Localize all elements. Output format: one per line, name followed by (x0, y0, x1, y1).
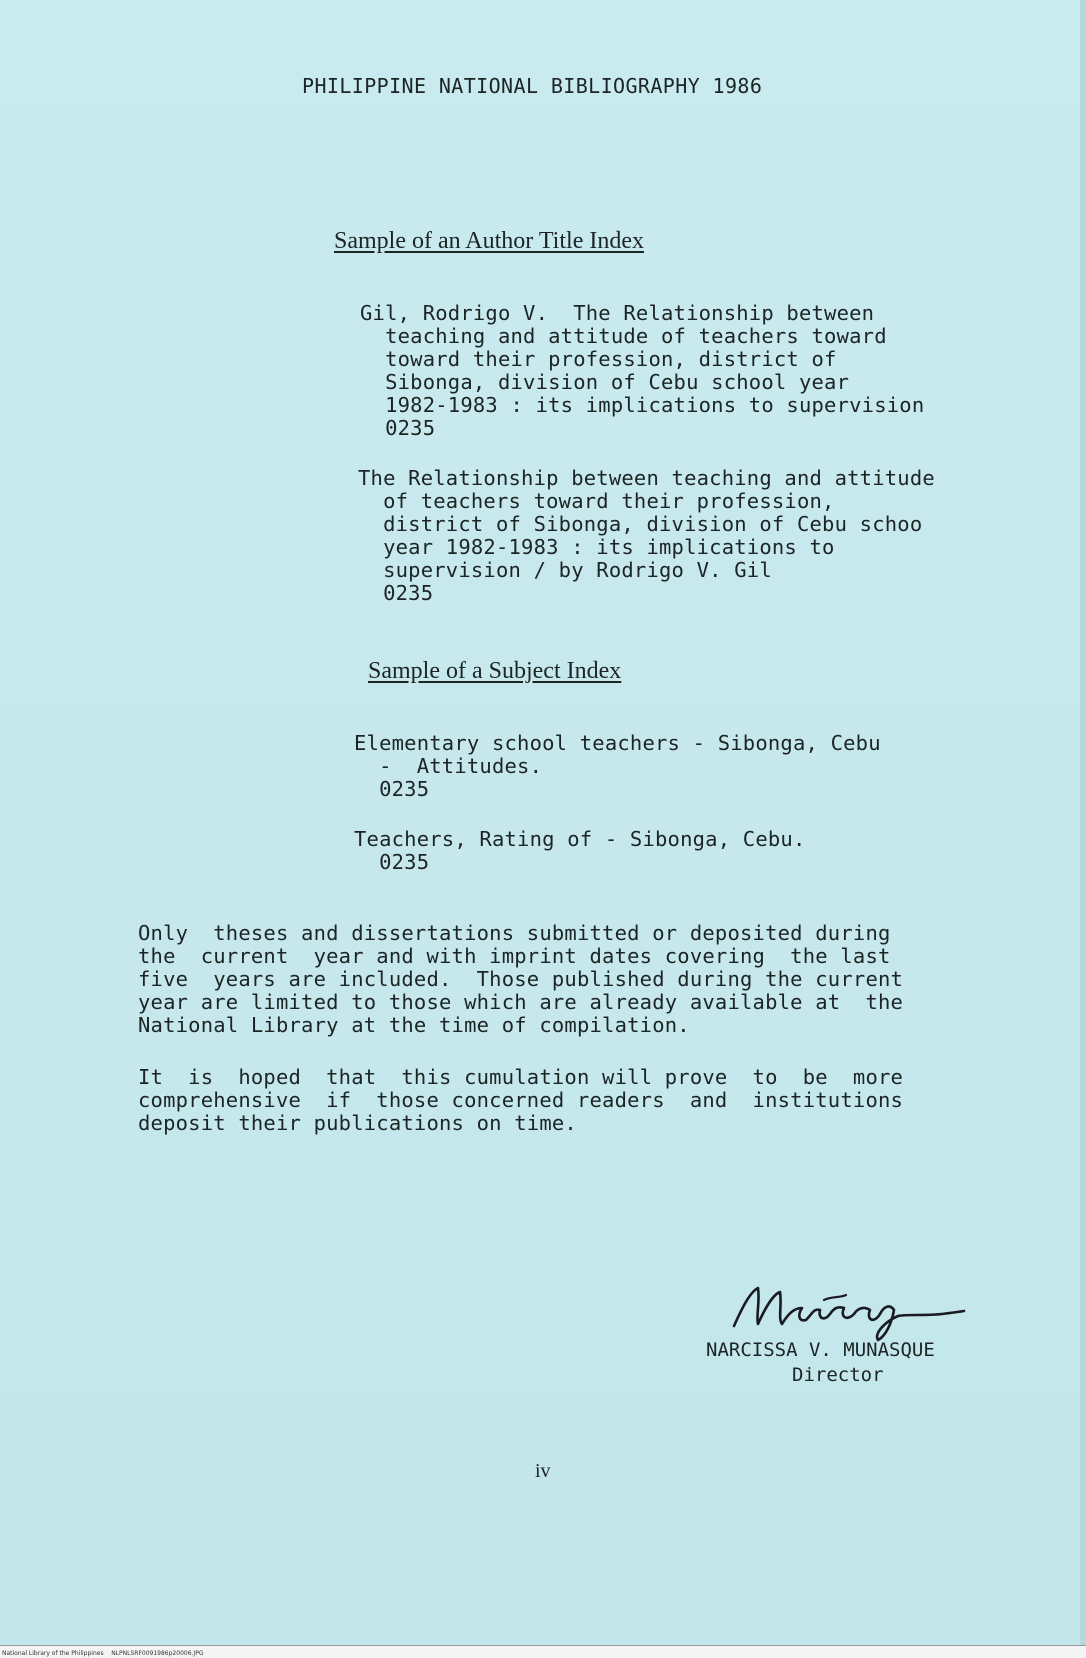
paragraph-line: year are limited to those which are already available at the (138, 990, 904, 1014)
handwritten-signature (728, 1278, 968, 1344)
entry-line: district of Sibonga, division of Cebu schoo (358, 512, 923, 536)
entry-line: toward their profession, district of (360, 347, 837, 371)
paragraph-line: comprehensive if those concerned readers and institutions (138, 1088, 904, 1112)
subject-index-heading: Sample of a Subject Index (368, 658, 622, 684)
entry-line: year 1982-1983 : its implications to (358, 535, 835, 559)
entry-line: 0235 (354, 777, 430, 801)
hope-paragraph (138, 1066, 1012, 1135)
entry-line: 0235 (354, 850, 430, 874)
scan-footer (0, 1645, 1086, 1658)
signatory-position: Director (792, 1364, 884, 1386)
entry-line: The Relationship between teaching and attitude (358, 466, 935, 490)
entry-line: Sibonga, division of Cebu school year (360, 370, 850, 394)
entry-line: Elementary school teachers - Sibonga, Cebu (354, 731, 881, 755)
paragraph-line: National Library at the time of compilation. (138, 1013, 690, 1037)
paragraph-line: five years are included. Those published during the current (138, 967, 904, 991)
paragraph-line: the current year and with imprint dates covering the last (138, 944, 891, 968)
entry-line: supervision / by Rodrigo V. Gil (358, 558, 772, 582)
entry-line: of teachers toward their profession, (358, 489, 835, 513)
signatory-name: NARCISSA V. MUNASQUE (706, 1339, 935, 1361)
entry-line: 0235 (360, 416, 436, 440)
scope-paragraph (138, 922, 1012, 1037)
paragraph-line: deposit their publications on time. (138, 1111, 577, 1135)
entry-line: 1982-1983 : its implications to supervision (360, 393, 925, 417)
page-number: iv (535, 1460, 551, 1482)
paragraph-line: Only theses and dissertations submitted or deposited during (138, 921, 891, 945)
entry-line: teaching and attitude of teachers toward (360, 324, 887, 348)
entry-line: Gil, Rodrigo V. The Relationship between (360, 301, 875, 325)
entry-line: Teachers, Rating of - Sibonga, Cebu. (354, 827, 806, 851)
entry-line: 0235 (358, 581, 434, 605)
author-title-index-heading: Sample of an Author Title Index (334, 228, 644, 254)
document-title: PHILIPPINE NATIONAL BIBLIOGRAPHY 1986 (302, 74, 763, 98)
paragraph-line: It is hoped that this cumulation will prove to be more (138, 1065, 904, 1089)
page-edge (1080, 0, 1086, 1658)
entry-line: - Attitudes. (354, 754, 543, 778)
footer-text: National Library of the Philippines NLPNLSRF0091986p20006.JPG (2, 1650, 204, 1657)
